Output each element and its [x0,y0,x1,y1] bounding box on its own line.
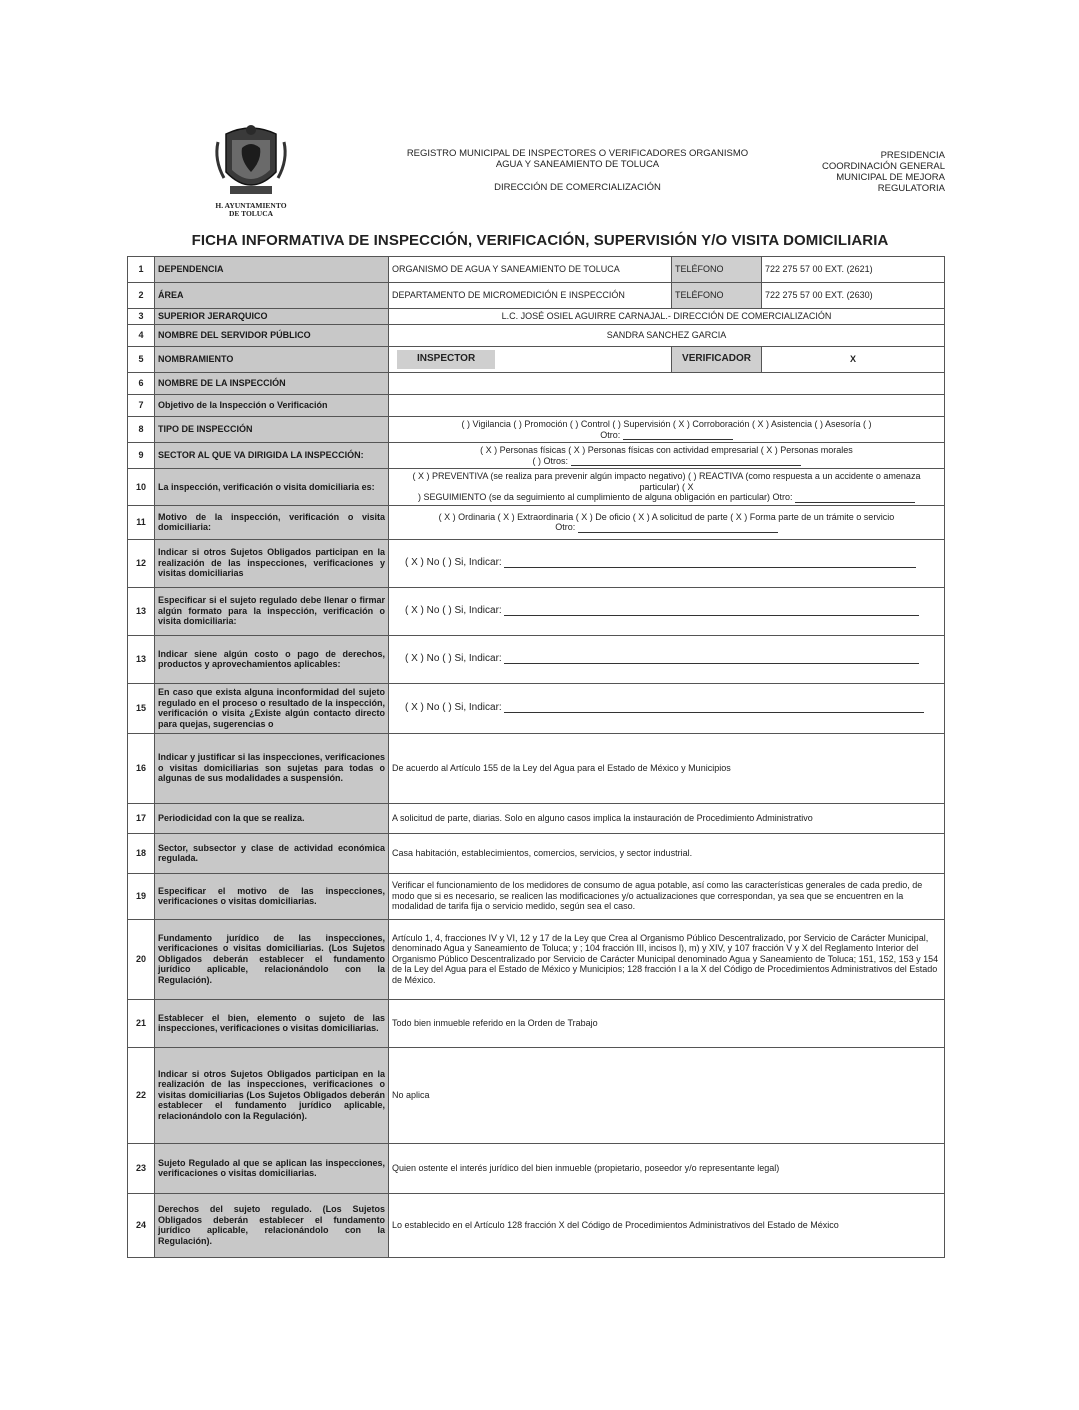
table-row: 3 SUPERIOR JERARQUICO L.C. JOSÉ OSIEL AGUIRRE CARNAJAL.- DIRECCIÓN DE COMERCIALIZACIÓN [128,309,945,325]
sector-actividad-label: Sector, subsector y clase de actividad económica regulada. [155,833,389,873]
tipo-inspeccion-label: TIPO DE INSPECCIÓN [155,417,389,443]
coat-of-arms-icon [212,120,290,200]
tipo-inspeccion-value: ( ) Vigilancia ( ) Promoción ( ) Control ( ) Supervisión ( X ) Corroboración ( X ) Asistencia ( ) Asesoría ( ) Otro: [389,417,945,443]
table-row: 8 TIPO DE INSPECCIÓN ( ) Vigilancia ( ) Promoción ( ) Control ( ) Supervisión ( X ) Corroboración ( X ) Asistencia ( ) Asesoría ( ) Otro: [128,417,945,443]
table-row: 19 Especificar el motivo de las inspecciones, verificaciones o visitas domiciliarias. Verificar el funcionamiento de los medidores de consumo de agua potable, así como las características generales de cada predio, de modo que si es necesario, se realicen las modificaciones y/o actualizaciones que correspondan, ya sea que se encuentren en la modalidad de tarifa fija o servicio medido, según sea el caso. [128,873,945,919]
table-row: 9 SECTOR AL QUE VA DIRIGIDA LA INSPECCIÓN: ( X ) Personas físicas ( X ) Personas físicas con actividad empresarial ( X ) Personas morales ( ) Otros: [128,443,945,469]
tipo-visita-label: La inspección, verificación o visita domiciliaria es: [155,469,389,506]
formato-label: Especificar si el sujeto regulado debe llenar o firmar algún formato para la inspección, verificación o visita domiciliaria: [155,587,389,635]
suspension-value: De acuerdo al Artículo 155 de la Ley del Agua para el Estado de México y Municipios [389,733,945,803]
table-row: 10 La inspección, verificación o visita domiciliaria es: ( X ) PREVENTIVA (se realiza para prevenir algún impacto negativo) ( ) REACTIVA (como respuesta a un accidente o amenaza particular) ( X ) SEGUIMIENTO (se da seguimiento al cumplimiento de alguna obligación en particular) Otro: [128,469,945,506]
verificador-option: VERIFICADOR [672,347,762,373]
table-row: 24 Derechos del sujeto regulado. (Los Sujetos Obligados deberán establecer el fundamento jurídico aplicable, relacionándolo con la Regulación). Lo establecido en el Artículo 128 fracción X del Código de Procedimientos Administrativos del Estado de México [128,1193,945,1257]
table-row: 22 Indicar si otros Sujetos Obligados participan en la realización de las inspecciones, verificaciones o visitas domiciliarias (Los Sujetos Obligados deberán establecer el fundamento jurídico aplicable, relacionándolo con la Regulación). No aplica [128,1047,945,1143]
table-row: 1 DEPENDENCIA ORGANISMO DE AGUA Y SANEAMIENTO DE TOLUCA TELÉFONO 722 275 57 00 EXT. (2621) [128,257,945,283]
registry-heading: REGISTRO MUNICIPAL DE INSPECTORES O VERIFICADORES ORGANISMO AGUA Y SANEAMIENTO DE TOLUCA DIRECCIÓN DE COMERCIALIZACIÓN [406,148,749,193]
objetivo-value [389,395,945,417]
superior-value: L.C. JOSÉ OSIEL AGUIRRE CARNAJAL.- DIRECCIÓN DE COMERCIALIZACIÓN [389,309,945,325]
quejas-label: En caso que exista alguna inconformidad del sujeto regulado en el proceso o resultado de la inspección, verificación o visita ¿Existe algún contacto directo para quejas, sugerencias o [155,683,389,733]
periodicidad-value: A solicitud de parte, diarias. Solo en alguno casos implica la instauración de Procedimiento Administrativo [389,803,945,833]
superior-label: SUPERIOR JERARQUICO [155,309,389,325]
periodicidad-label: Periodicidad con la que se realiza. [155,803,389,833]
toluca-coat-of-arms-logo [212,120,290,220]
table-row: 12 Indicar si otros Sujetos Obligados participan en la realización de las inspecciones, verificaciones y visitas domiciliarias ( X ) No ( ) Si, Indicar: [128,539,945,587]
otros-sujetos-value: ( X ) No ( ) Si, Indicar: [389,539,945,587]
motivo-inspecciones-label: Especificar el motivo de las inspecciones, verificaciones o visitas domiciliarias. [155,873,389,919]
fundamento-value: Artículo 1, 4, fracciones IV y VI, 12 y 17 de la Ley que Crea al Organismo Público Descentralizado, por Servicio de Carácter Municipal, denominado Agua y Saneamiento de Toluca; y ; 104 fracción III, incisos l), m) y XIV, y 107 fracción V y X del Reglamento Interior del Organismo Público Descentralizado por Servicio de Carácter Municipal denominado Agua y Saneamiento de Toluca; 151, 152, 153 y 154 de la Ley del Agua para el Estado de México y Municipios; 128 fracción I a la X del Código de Procedimientos Administrativos del Estado de México. [389,919,945,999]
table-row: 15 En caso que exista alguna inconformidad del sujeto regulado en el proceso o resultado de la inspección, verificación o visita ¿Existe algún contacto directo para quejas, sugerencias o ( X ) No ( ) Si, Indicar: [128,683,945,733]
dependencia-value: ORGANISMO DE AGUA Y SANEAMIENTO DE TOLUCA [389,257,672,283]
verificador-mark: X [762,347,945,373]
motivo-visita-value: ( X ) Ordinaria ( X ) Extraordinaria ( X ) De oficio ( X ) A solicitud de parte ( X ) Forma parte de un trámite o servicio Otro: [389,505,945,539]
otros-sujetos-fundamento-label: Indicar si otros Sujetos Obligados participan en la realización de las inspecciones, verificaciones o visitas domiciliarias (Los Sujetos Obligados deberán establecer el fundamento jurídico aplicable, relacionándolo con la Regulación). [155,1047,389,1143]
servidor-publico-value: SANDRA SANCHEZ GARCIA [389,325,945,347]
nombramiento-inspector-cell [389,347,672,373]
nombre-inspeccion-label: NOMBRE DE LA INSPECCIÓN [155,373,389,395]
telefono-value: 722 275 57 00 EXT. (2630) [762,283,945,309]
bien-label: Establecer el bien, elemento o sujeto de las inspecciones, verificaciones o visitas domiciliarias. [155,999,389,1047]
inspection-form-table [127,256,945,1258]
table-row: 18 Sector, subsector y clase de actividad económica regulada. Casa habitación, establecimientos, comercios, servicios, y sector industrial. [128,833,945,873]
table-row: 21 Establecer el bien, elemento o sujeto de las inspecciones, verificaciones o visitas domiciliarias. Todo bien inmueble referido en la Orden de Trabajo [128,999,945,1047]
motivo-visita-label: Motivo de la inspección, verificación o visita domiciliaria: [155,505,389,539]
sector-value: ( X ) Personas físicas ( X ) Personas físicas con actividad empresarial ( X ) Personas morales ( ) Otros: [389,443,945,469]
table-row: 23 Sujeto Regulado al que se aplican las inspecciones, verificaciones o visitas domiciliarias. Quien ostente el interés jurídico del bien inmueble (propietario, poseedor y/o representante legal) [128,1143,945,1193]
fundamento-label: Fundamento jurídico de las inspecciones, verificaciones o visitas domiciliarias. (Los Sujetos Obligados deberán establecer el fundamento jurídico aplicable, relacionándolo con la Regulación). [155,919,389,999]
otros-sujetos-fundamento-value: No aplica [389,1047,945,1143]
sujeto-regulado-value: Quien ostente el interés jurídico del bien inmueble (propietario, poseedor y/o representante legal) [389,1143,945,1193]
area-label: ÁREA [155,283,389,309]
motivo-inspecciones-value: Verificar el funcionamiento de los medidores de consumo de agua potable, así como las características generales de cada predio, de modo que si es necesario, se realicen las modificaciones y/o actualizaciones que correspondan, ya sea que se encuentren en la modalidad de tarifa fija o servicio medido, según sea el caso. [389,873,945,919]
table-row: 7 Objetivo de la Inspección o Verificación [128,395,945,417]
telefono-value: 722 275 57 00 EXT. (2621) [762,257,945,283]
formato-value: ( X ) No ( ) Si, Indicar: [389,587,945,635]
nombramiento-label: NOMBRAMIENTO [155,347,389,373]
table-row: 13 Especificar si el sujeto regulado debe llenar o firmar algún formato para la inspección, verificación o visita domiciliaria: ( X ) No ( ) Si, Indicar: [128,587,945,635]
costo-label: Indicar siene algún costo o pago de derechos, productos y aprovechamientos aplicables: [155,635,389,683]
otros-sujetos-label: Indicar si otros Sujetos Obligados participan en la realización de las inspecciones, verificaciones y visitas domiciliarias [155,539,389,587]
telefono-label: TELÉFONO [672,257,762,283]
inspector-option: INSPECTOR [397,350,495,369]
logo-caption: H. AYUNTAMIENTO DE TOLUCA [215,201,287,218]
quejas-value: ( X ) No ( ) Si, Indicar: [389,683,945,733]
table-row: 11 Motivo de la inspección, verificación o visita domiciliaria: ( X ) Ordinaria ( X ) Extraordinaria ( X ) De oficio ( X ) A solicitud de parte ( X ) Forma parte de un trámite o servicio Otro: [128,505,945,539]
sector-label: SECTOR AL QUE VA DIRIGIDA LA INSPECCIÓN: [155,443,389,469]
table-row: 20 Fundamento jurídico de las inspecciones, verificaciones o visitas domiciliarias. (Los Sujetos Obligados deberán establecer el fundamento jurídico aplicable, relacionándolo con la Regulación). Artículo 1, 4, fracciones IV y VI, 12 y 17 de la Ley que Crea al Organismo Público Descentralizado, por Servicio de Carácter Municipal, denominado Agua y Saneamiento de Toluca; y ; 104 fracción III, incisos l), m) y XIV, y 107 fracción V y X del Reglamento Interior del Organismo Público Descentralizado por Servicio de Carácter Municipal denominado Agua y Saneamiento de Toluca; 151, 152, 153 y 154 de la Ley del Agua para el Estado de México y Municipios; 128 fracción I a la X del Código de Procedimientos Administrativos del Estado de México. [128,919,945,999]
tipo-visita-value: ( X ) PREVENTIVA (se realiza para prevenir algún impacto negativo) ( ) REACTIVA (como respuesta a un accidente o amenaza particular) ( X ) SEGUIMIENTO (se da seguimiento al cumplimiento de alguna obligación en particular) Otro: [389,469,945,506]
bien-value: Todo bien inmueble referido en la Orden de Trabajo [389,999,945,1047]
coordination-heading: PRESIDENCIA COORDINACIÓN GENERAL MUNICIPAL DE MEJORA REGULATORIA [822,150,945,194]
area-value: DEPARTAMENTO DE MICROMEDICIÓN E INSPECCIÓN [389,283,672,309]
telefono-label: TELÉFONO [672,283,762,309]
table-row: 17 Periodicidad con la que se realiza. A solicitud de parte, diarias. Solo en alguno casos implica la instauración de Procedimiento Administrativo [128,803,945,833]
table-row: 13 Indicar siene algún costo o pago de derechos, productos y aprovechamientos aplicables: ( X ) No ( ) Si, Indicar: [128,635,945,683]
nombre-inspeccion-value [389,373,945,395]
sujeto-regulado-label: Sujeto Regulado al que se aplican las inspecciones, verificaciones o visitas domiciliarias. [155,1143,389,1193]
table-row: 6 NOMBRE DE LA INSPECCIÓN [128,373,945,395]
costo-value: ( X ) No ( ) Si, Indicar: [389,635,945,683]
objetivo-label: Objetivo de la Inspección o Verificación [155,395,389,417]
sector-actividad-value: Casa habitación, establecimientos, comercios, servicios, y sector industrial. [389,833,945,873]
form-title: FICHA INFORMATIVA DE INSPECCIÓN, VERIFICACIÓN, SUPERVISIÓN Y/O VISITA DOMICILIARIA [191,232,889,249]
table-row: 16 Indicar y justificar si las inspecciones, verificaciones o visitas domiciliarias son sujetas para todas o algunas de sus modalidades a suspensión. De acuerdo al Artículo 155 de la Ley del Agua para el Estado de México y Municipios [128,733,945,803]
derechos-value: Lo establecido en el Artículo 128 fracción X del Código de Procedimientos Administrativos del Estado de México [389,1193,945,1257]
table-row: 5 NOMBRAMIENTO INSPECTOR VERIFICADOR X [128,347,945,373]
document-header [0,0,1079,230]
table-row: 4 NOMBRE DEL SERVIDOR PÚBLICO SANDRA SANCHEZ GARCIA [128,325,945,347]
suspension-label: Indicar y justificar si las inspecciones, verificaciones o visitas domiciliarias son sujetas para todas o algunas de sus modalidades a suspensión. [155,733,389,803]
derechos-label: Derechos del sujeto regulado. (Los Sujetos Obligados deberán establecer el fundamento jurídico aplicable, relacionándolo con la Regulación). [155,1193,389,1257]
servidor-publico-label: NOMBRE DEL SERVIDOR PÚBLICO [155,325,389,347]
dependencia-label: DEPENDENCIA [155,257,389,283]
table-row: 2 ÁREA DEPARTAMENTO DE MICROMEDICIÓN E INSPECCIÓN TELÉFONO 722 275 57 00 EXT. (2630) [128,283,945,309]
